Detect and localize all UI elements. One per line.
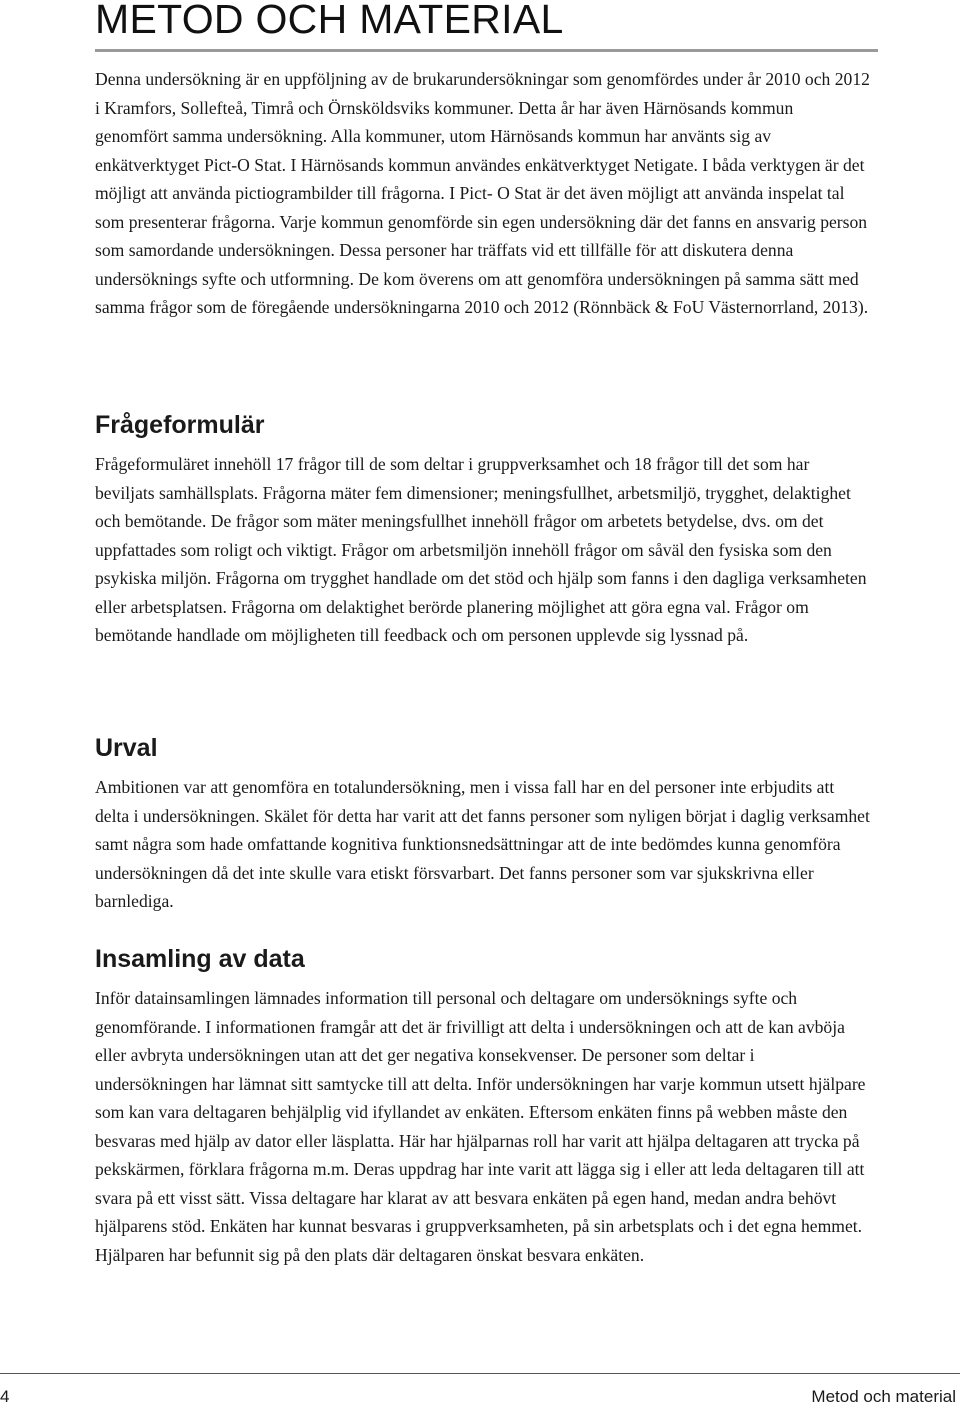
section-heading-frageformular: Frågeformulär	[95, 411, 265, 439]
footer-divider	[0, 1373, 960, 1374]
section-body-frageformular: Frågeformuläret innehöll 17 frågor till de som deltar i gruppverksamhet och 18 frågor till det som har beviljats samhällsplats. Frågorna mäter fem dimensioner; meningsfullhet, arbetsmiljö, trygghet, delaktighet och bemötande. De frågor som mäter meningsfullhet innehöll frågor om arbetets betydelse, dvs. om det uppfattades som roligt och viktigt. Frågor om arbetsmiljön innehöll frågor om såväl den fysiska som den psykiska miljön. Frågorna om trygghet handlade om det stöd och hjälp som fanns i den dagliga verksamheten eller arbetsplatsen. Frågorna om delaktighet berörde planering möjlighet att göra egna val. Frågor om bemötande handlade om möjligheten till feedback och om personen upplevde sig lyssnad på.	[95, 454, 867, 646]
section-body-urval: Ambitionen var att genomföra en totalundersökning, men i vissa fall har en del personer inte erbjudits att delta i undersökningen. Skälet för detta har varit att det fanns personer som nyligen börjat i daglig verksamhet samt några som hade omfattande kognitiva funktionsnedsättningar att de inte bedömdes kunna genomföra undersökningen då det inte skulle vara etiskt försvarbart. Det fanns personer som var sjukskrivna eller barnlediga.	[95, 777, 870, 912]
footer-page-number: 4	[0, 1387, 10, 1406]
intro-paragraph: Denna undersökning är en uppföljning av de brukarundersökningar som genomfördes under år 2010 och 2012 i Kramfors, Sollefteå, Timrå och Örnsköldsviks kommuner. Detta år har även Härnösands kommun genomfört samma undersökning. Alla kommuner, utom Härnösands kommun har använts sig av enkätverktyget Pict-O Stat. I Härnösands kommun användes enkätverktyget Netigate. I båda verktygen är det möjligt att använda pictiogrambilder till frågorna. I Pict- O Stat är det även möjligt att använda inspelat tal som presenterar frågorna. Varje kommun genomförde sin egen undersökning där det fanns en ansvarig person som samordande undersökningen. Dessa personer har träffats vid ett tillfälle för att diskutera denna undersöknings syfte och utformning. De kom överens om att genomföra undersökningen på samma sätt med samma frågor som de föregående undersökningarna 2010 och 2012 (Rönnbäck & FoU Västernorrland, 2013).	[95, 69, 870, 318]
section-heading-urval: Urval	[95, 734, 158, 762]
section-heading-insamling: Insamling av data	[95, 945, 305, 973]
footer-section-name: Metod och material	[811, 1387, 956, 1406]
title-divider	[95, 49, 878, 52]
page-title: METOD OCH MATERIAL	[95, 0, 564, 42]
section-body-insamling: Inför datainsamlingen lämnades information till personal och deltagare om undersöknings syfte och genomförande. I informationen framgår att det är frivilligt att delta i undersökningen och att de kan avböja eller avbryta undersökningen utan att det ger negativa konsekvenser. De personer som deltar i undersökningen har lämnat sitt samtycke till att delta. Inför undersökningen har varje kommun utsett hjälpare som kan vara deltagaren behjälplig vid ifyllandet av enkäten. Eftersom enkäten finns på webben måste den besvaras med hjälp av dator eller läsplatta. Här har hjälparnas roll har varit att hjälpa deltagaren att trycka på pekskärmen, förklara frågorna m.m. Deras uppdrag har inte varit att lägga sig i eller att leda deltagaren till att svara på ett visst sätt. Vissa deltagare har klarat av att besvara enkäten på egen hand, medan andra behövt hjälparens stöd. Enkäten har kunnat besvaras i gruppverksamheten, på sin arbetsplats och i det egna hemmet. Hjälparen har befunnit sig på den plats där deltagaren önskat besvara enkäten.	[95, 988, 866, 1265]
